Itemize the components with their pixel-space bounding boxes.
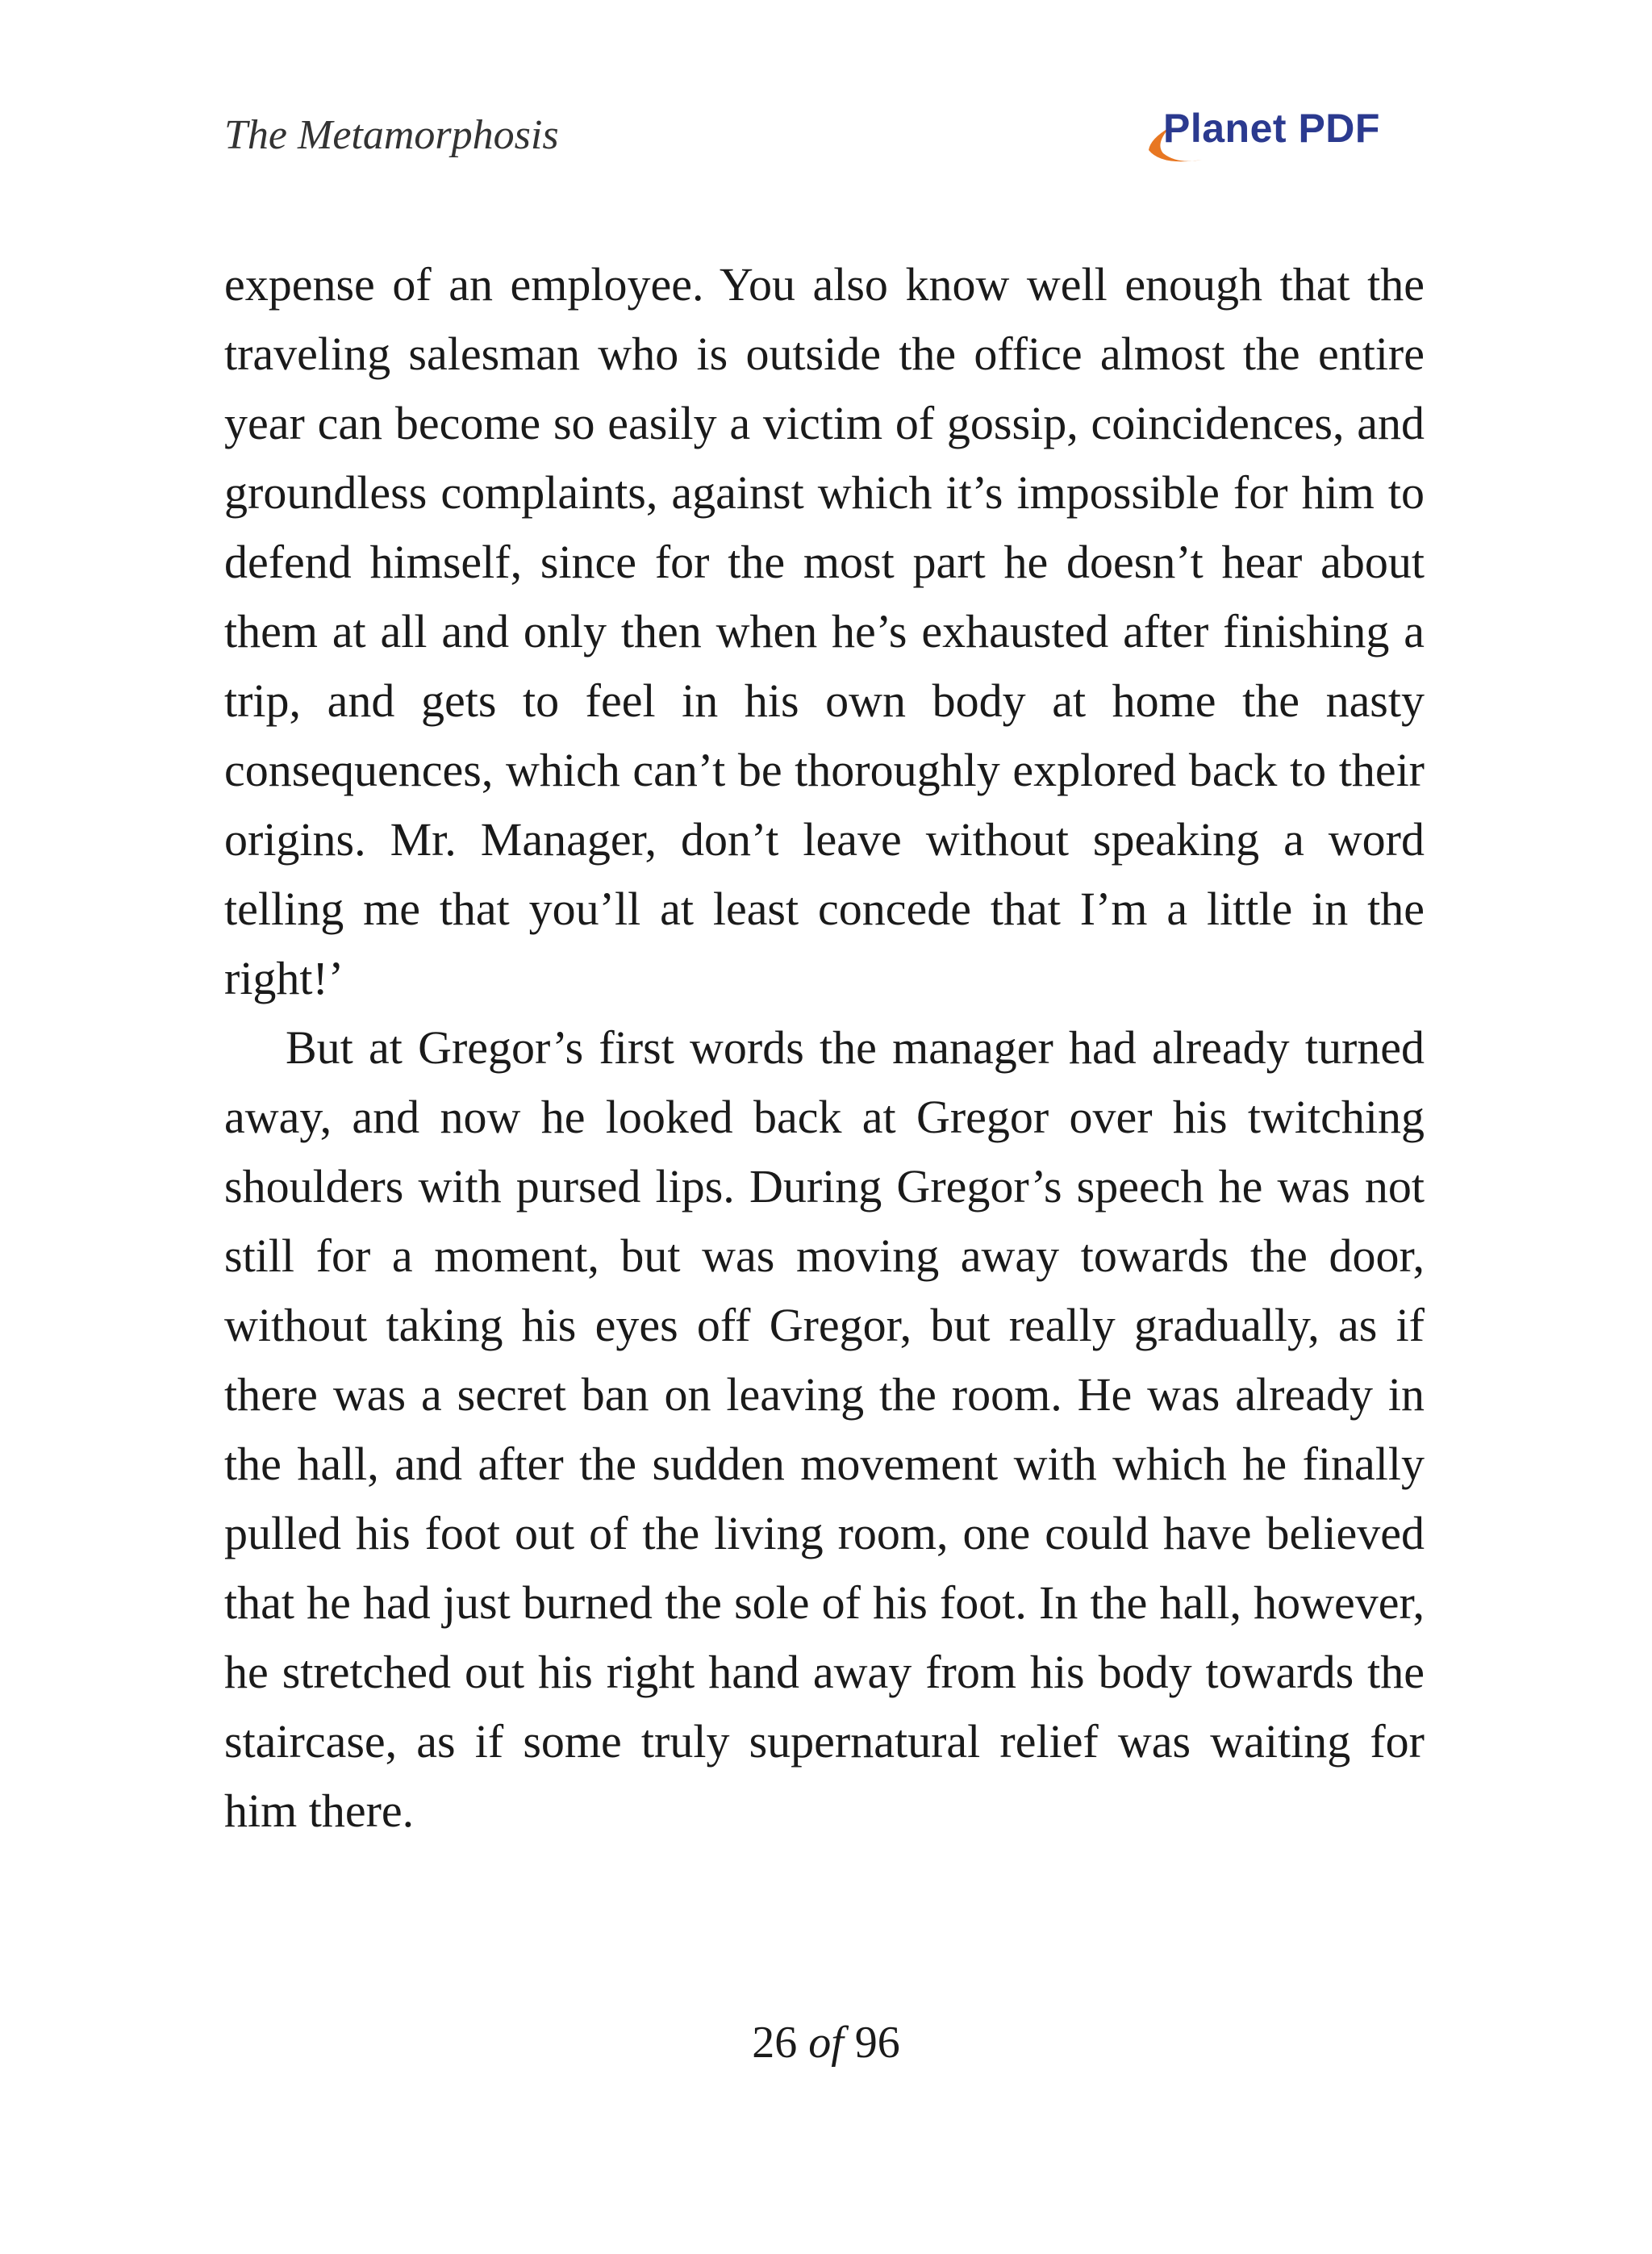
planet-pdf-logo[interactable]	[1145, 103, 1412, 168]
body-text	[224, 250, 1425, 1846]
page-header	[224, 103, 1431, 176]
paragraph-2: But at Gregor’s first words the manager had already turned away, and now he looked back at Gregor over his twitching shoulders with pursed lips. During Gregor’s speech he was not still for a moment, but was moving away towards the door, without taking his eyes off Gregor, but really gradually, as if there was a secret ban on leaving the room. He was already in the hall, and after the sudden movement with which he finally pulled his foot out of the living room, one could have believed that he had just burned the sole of his foot. In the hall, however, he stretched out his right hand away from his body towards the staircase, as if some truly supernatural relief was waiting for him there.	[224, 1021, 1425, 1837]
page-number	[0, 2017, 1652, 2068]
page-of-label: of	[808, 2018, 844, 2068]
paragraph-1: expense of an employee. You also know well enough that the traveling salesman who is outside the office almost the entire year can become so easily a victim of gossip, coincidences, and groundless complaints, against which it’s impossible for him to defend himself, since for the most part he doesn’t hear about them at all and only then when he’s exhausted after finishing a trip, and gets to feel in his own body at home the nasty consequences, which can’t be thoroughly explored back to their origins. Mr. Manager, don’t leave without speaking a word telling me that you’ll at least concede that I’m a little in the right!’	[224, 258, 1425, 1004]
logo-text: Planet PDF	[1163, 106, 1380, 151]
total-pages: 96	[854, 2018, 900, 2068]
book-title: The Metamorphosis	[224, 112, 559, 158]
current-page: 26	[752, 2018, 798, 2068]
